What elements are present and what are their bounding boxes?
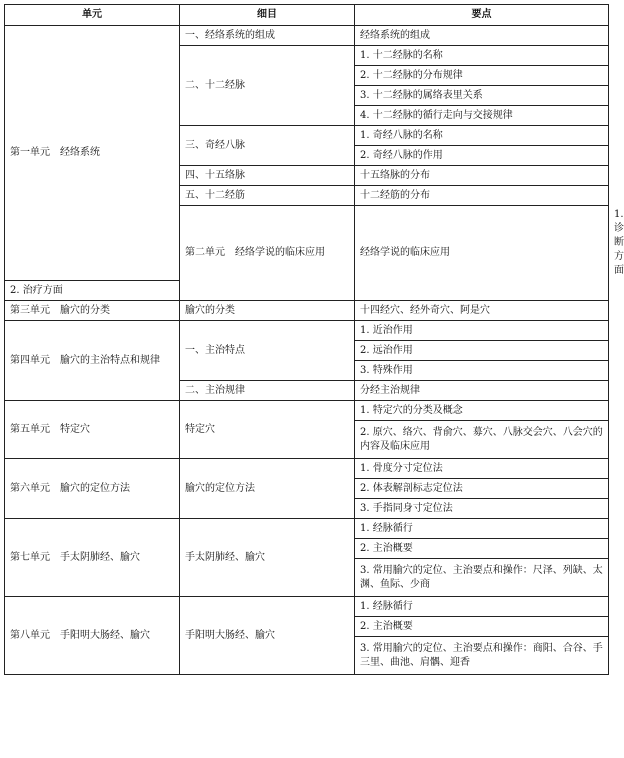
table-row (5, 519, 609, 539)
detail-cell: 五、十二经筋 (180, 186, 355, 206)
point-cell: 2. 十二经脉的分布规律 (355, 66, 609, 86)
point-cell: 分经主治规律 (355, 381, 609, 401)
point-cell: 3. 十二经脉的属络表里关系 (355, 86, 609, 106)
table-row (5, 301, 609, 321)
point-cell: 十二经筋的分布 (355, 186, 609, 206)
detail-cell: 一、主治特点 (180, 321, 355, 381)
point-cell: 1. 经脉循行 (355, 519, 609, 539)
point-cell: 1. 十二经脉的名称 (355, 46, 609, 66)
unit-cell: 第四单元 腧穴的主治特点和规律 (5, 321, 180, 401)
point-cell: 十四经穴、经外奇穴、阿是穴 (355, 301, 609, 321)
unit-cell: 第二单元 经络学说的临床应用 (180, 206, 355, 301)
point-cell: 2. 治疗方面 (5, 281, 180, 301)
header-key: 要点 (355, 5, 609, 26)
detail-cell: 一、经络系统的组成 (180, 26, 355, 46)
unit-cell: 第三单元 腧穴的分类 (5, 301, 180, 321)
point-cell: 2. 体表解剖标志定位法 (355, 479, 609, 499)
point-cell: 2. 主治概要 (355, 617, 609, 637)
header-row (5, 5, 609, 26)
table-row (5, 401, 609, 421)
table-row (5, 597, 609, 617)
table-row (5, 321, 609, 341)
unit-cell: 第五单元 特定穴 (5, 401, 180, 459)
table-row (5, 459, 609, 479)
point-cell: 3. 常用腧穴的定位、主治要点和操作：尺泽、列缺、太渊、鱼际、少商 (355, 559, 609, 597)
point-cell: 3. 常用腧穴的定位、主治要点和操作：商阳、合谷、手三里、曲池、肩髃、迎香 (355, 637, 609, 675)
point-cell: 1. 奇经八脉的名称 (355, 126, 609, 146)
detail-cell: 手太阴肺经、腧穴 (180, 519, 355, 597)
detail-cell: 三、奇经八脉 (180, 126, 355, 166)
unit-cell: 第八单元 手阳明大肠经、腧穴 (5, 597, 180, 675)
point-cell: 3. 特殊作用 (355, 361, 609, 381)
header-unit: 单元 (5, 5, 180, 26)
table-row (5, 26, 609, 46)
unit-cell: 第一单元 经络系统 (5, 26, 180, 281)
detail-cell: 手阳明大肠经、腧穴 (180, 597, 355, 675)
unit-cell: 第七单元 手太阴肺经、腧穴 (5, 519, 180, 597)
syllabus-table (4, 4, 624, 675)
detail-cell: 四、十五络脉 (180, 166, 355, 186)
point-cell: 4. 十二经脉的循行走向与交接规律 (355, 106, 609, 126)
detail-cell: 腧穴的定位方法 (180, 459, 355, 519)
point-cell: 1. 经脉循行 (355, 597, 609, 617)
point-cell: 1. 骨度分寸定位法 (355, 459, 609, 479)
detail-cell: 二、十二经脉 (180, 46, 355, 126)
detail-cell: 经络学说的临床应用 (355, 206, 609, 301)
detail-cell: 腧穴的分类 (180, 301, 355, 321)
point-cell: 十五络脉的分布 (355, 166, 609, 186)
detail-cell: 二、主治规律 (180, 381, 355, 401)
point-cell: 2. 奇经八脉的作用 (355, 146, 609, 166)
table-row: 第二单元 经络学说的临床应用 经络学说的临床应用 1. 诊断方面 (5, 206, 609, 281)
point-cell: 1. 近治作用 (355, 321, 609, 341)
point-cell: 2. 远治作用 (355, 341, 609, 361)
point-cell: 2. 原穴、络穴、背俞穴、募穴、八脉交会穴、八会穴的内容及临床应用 (355, 421, 609, 459)
point-cell: 1. 特定穴的分类及概念 (355, 401, 609, 421)
detail-cell: 特定穴 (180, 401, 355, 459)
unit-cell: 第六单元 腧穴的定位方法 (5, 459, 180, 519)
header-detail: 细目 (180, 5, 355, 26)
point-cell: 经络系统的组成 (355, 26, 609, 46)
point-cell: 3. 手指同身寸定位法 (355, 499, 609, 519)
point-cell: 2. 主治概要 (355, 539, 609, 559)
